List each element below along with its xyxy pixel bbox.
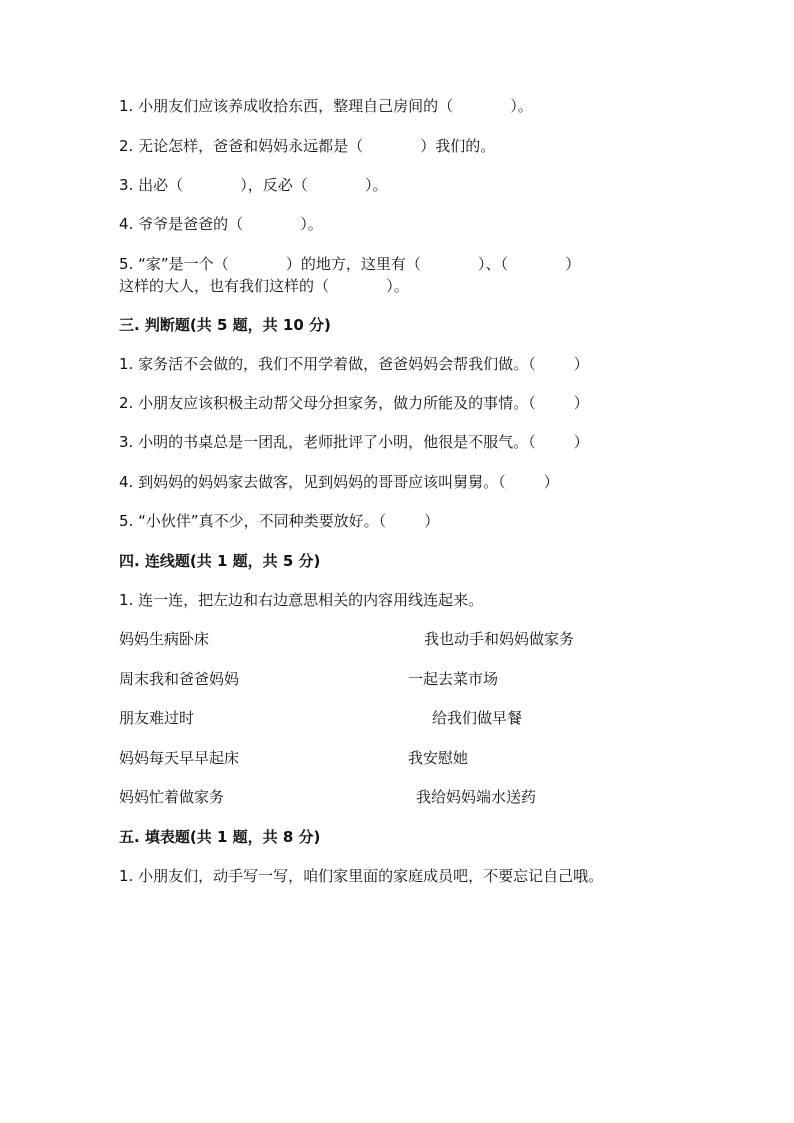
fill-blank-item-4: 4. 爷爷是爸爸的（ ）。	[119, 215, 323, 233]
match-right-item-1: 我也动手和妈妈做家务	[424, 630, 575, 648]
match-left-item-2: 周末我和爸爸妈妈	[119, 670, 240, 688]
table-section-title: 五. 填表题(共 1 题，共 8 分)	[119, 828, 321, 846]
match-left-item-3: 朋友难过时	[119, 709, 195, 727]
match-right-item-4: 我安慰她	[408, 749, 469, 767]
judge-item-5: 5. “小伙伴”真不少，不同种类要放好。（ ）	[119, 512, 440, 530]
match-right-item-5: 我给妈妈端水送药	[416, 788, 537, 806]
fill-blank-item-3: 3. 出必（ ），反必（ ）。	[119, 176, 388, 194]
fill-blank-item-2: 2. 无论怎样，爸爸和妈妈永远都是（ ）我们的。	[119, 137, 496, 155]
fill-blank-item-5: 5. “家”是一个（ ）的地方，这里有（ ）、（ ）	[119, 255, 581, 273]
table-instruction: 1. 小朋友们，动手写一写，咱们家里面的家庭成员吧，不要忘记自己哦。	[119, 867, 604, 885]
judge-section-title: 三. 判断题(共 5 题，共 10 分)	[119, 316, 331, 334]
match-right-item-3: 给我们做早餐	[432, 709, 523, 727]
match-left-item-1: 妈妈生病卧床	[119, 630, 210, 648]
match-left-item-4: 妈妈每天早早起床	[119, 749, 240, 767]
fill-blank-item-5-continued: 这样的大人，也有我们这样的（ ）。	[119, 277, 409, 295]
match-left-item-5: 妈妈忙着做家务	[119, 788, 225, 806]
judge-item-4: 4. 到妈妈的妈妈家去做客，见到妈妈的哥哥应该叫舅舅。（ ）	[119, 473, 559, 491]
judge-item-2: 2. 小朋友应该积极主动帮父母分担家务，做力所能及的事情。（ ）	[119, 394, 589, 412]
match-instruction: 1. 连一连，把左边和右边意思相关的内容用线连起来。	[119, 591, 484, 609]
match-right-item-2: 一起去菜市场	[408, 670, 499, 688]
judge-item-3: 3. 小明的书桌总是一团乱，老师批评了小明，他很是不服气。（ ）	[119, 433, 589, 451]
judge-item-1: 1. 家务活不会做的，我们不用学着做，爸爸妈妈会帮我们做。（ ）	[119, 355, 589, 373]
match-section-title: 四. 连线题(共 1 题，共 5 分)	[119, 552, 321, 570]
fill-blank-item-1: 1. 小朋友们应该养成收拾东西，整理自己房间的（ ）。	[119, 97, 533, 115]
